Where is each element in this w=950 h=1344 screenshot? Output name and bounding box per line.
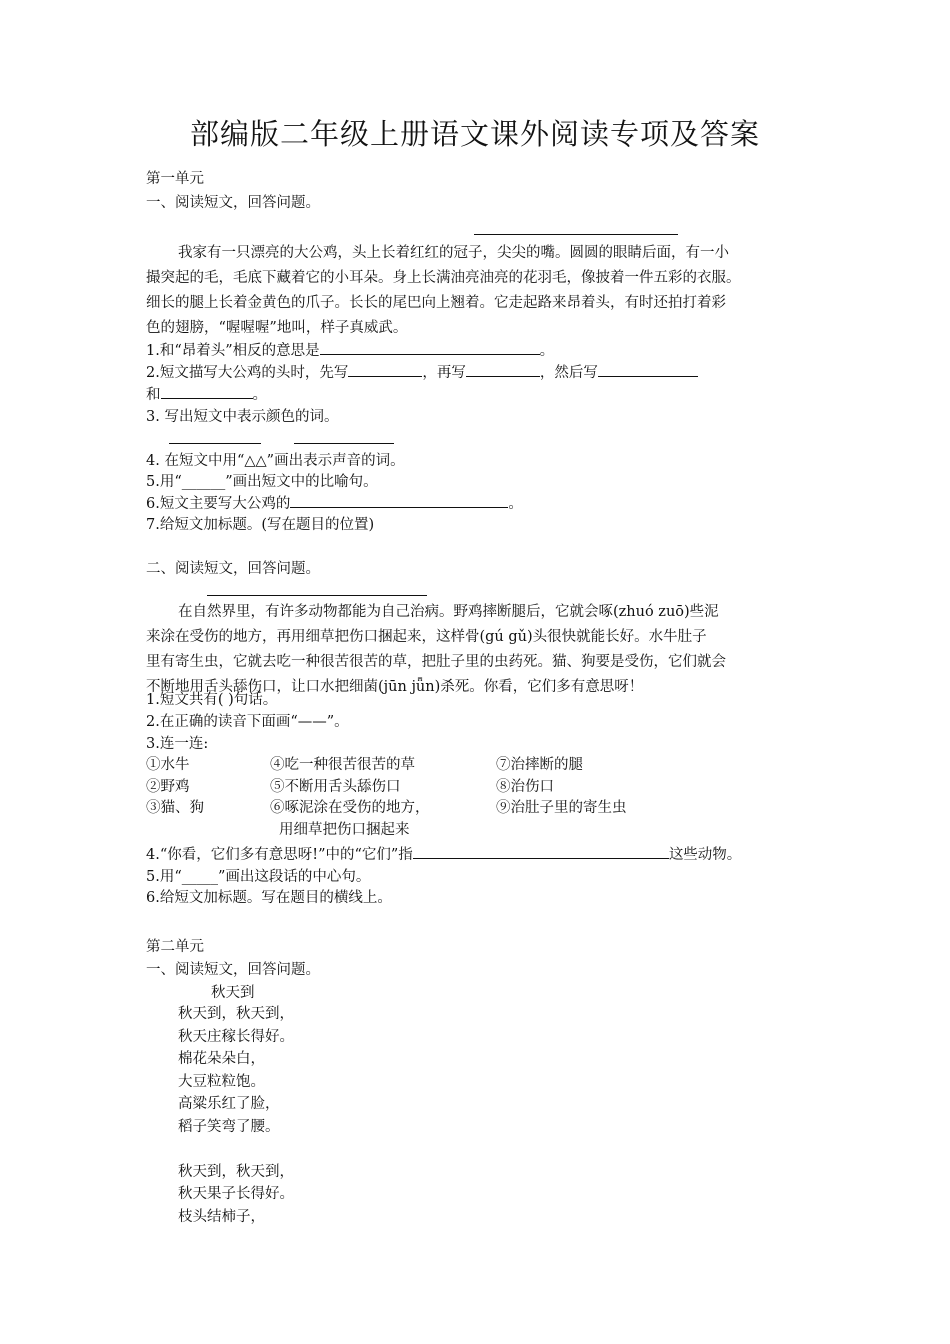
question-7: 7.给短文加标题。(写在题目的位置) [146,517,375,533]
question-text: 5.用“ [146,474,182,490]
match-item: ⑧治伤口 [496,779,554,795]
match-item: ⑦治摔断的腿 [496,757,583,773]
passage-1 [146,241,826,341]
title-blank-line[interactable] [474,234,678,235]
question-3: 3. 写出短文中表示颜色的词。 [146,409,339,425]
question-text: 。 [508,496,523,512]
passage-line: 在自然界里，有许多动物都能为自己治病。野鸡摔断腿后，它就会啄(zhuó zuō)些泥 [178,604,719,620]
section-instruction: 一、阅读短文，回答问题。 [146,962,320,978]
unit-heading: 第一单元 [146,171,204,187]
passage-line: 里有寄生虫，它就去吃一种很苦很苦的草，把肚子里的虫药死。猫、狗要是受伤，它们就会 [146,654,726,670]
poem-line: 大豆粒粒饱。 [178,1073,265,1090]
question-4: 4. 在短文中用“△△”画出表示声音的词。 [146,453,405,469]
passage-line: 细长的腿上长着金黄色的爪子。长长的尾巴向上翘着。它走起路来昂着头，有时还拍打着彩 [146,295,726,311]
question-text: 这些动物。 [668,847,742,863]
passage-line: 我家有一只漂亮的大公鸡，头上长着红红的冠子，尖尖的嘴。圆圆的眼睛后面，有一小 [178,245,729,261]
match-item: ⑤不断用舌头舔伤口 [270,779,401,795]
answer-blank[interactable] [598,362,698,377]
unit-heading: 第二单元 [146,939,204,955]
question-6 [146,493,523,515]
poem-line: 秋天到，秋天到， [178,1006,294,1022]
question-text: 和 [146,387,161,403]
poem-line: 棉花朵朵白， [178,1051,265,1067]
match-item: ⑨治肚子里的寄生虫 [496,800,627,816]
match-item: ③猫、狗 [146,800,204,816]
question-3: 3.连一连: [146,736,209,752]
question-4 [146,844,741,866]
question-2 [146,362,698,384]
poem-line: 高粱乐红了脸， [178,1096,280,1112]
answer-blank[interactable] [320,340,540,355]
poem-line: 枝头结柿子， [178,1208,265,1225]
match-item: ①水牛 [146,757,190,773]
question-text: ，然后写 [539,365,598,381]
underline-mark: ______ [181,474,226,490]
passage-line: 来涂在受伤的地方，再用细草把伤口捆起来，这样骨(gú gǔ)头很快就能长好。水牛肚子 [146,629,707,645]
answer-blank[interactable] [169,443,261,444]
title-blank-line[interactable] [207,595,427,596]
poem-title: 秋天到 [211,985,255,1001]
question-text: 1.和“昂着头”相反的意思是 [146,343,320,359]
document-title: 部编版二年级上册语文课外阅读专项及答案 [189,117,760,151]
question-text: 。 [539,343,555,359]
answer-blank[interactable] [290,493,508,508]
question-2: 2.在正确的读音下面画“——”。 [146,714,349,730]
question-text: 6.短文主要写大公鸡的 [146,496,291,512]
question-text: 2.短文描写大公鸡的头时，先写 [146,365,349,381]
question-1: 1.短文共有( )句话。 [146,692,278,708]
poem-line: 秋天到，秋天到， [178,1163,294,1180]
answer-blank[interactable] [466,362,540,377]
poem-line: 稻子笑弯了腰。 [178,1118,280,1135]
question-5 [146,866,370,888]
poem-line: 秋天庄稼长得好。 [178,1028,294,1045]
question-text: 4.“你看，它们多有意思呀!”中的“它们”指 [146,847,413,863]
section-instruction: 二、阅读短文，回答问题。 [146,561,320,577]
poem-stanza-gap [178,1138,294,1161]
question-text: ，再写 [422,365,466,381]
passage-line: 不断地用舌头舔伤口，让口水把细菌(jūn jǖn)杀死。你看，它们多有意思呀！ [146,679,644,695]
question-text: 。 [252,387,267,403]
match-item: ⑥啄泥涂在受伤的地方， [270,800,430,816]
underline-mark: _____ [181,869,218,885]
question-text: 5.用“ [146,869,182,885]
question-text: ”画出这段话的中心句。 [218,869,371,885]
passage-line: 色的翅膀，“喔喔喔”地叫，样子真威武。 [146,320,408,336]
answer-blank[interactable] [413,844,669,859]
question-1 [146,340,554,362]
section-instruction: 一、阅读短文，回答问题。 [146,195,320,211]
match-item: 用细草把伤口捆起来 [279,822,410,838]
passage-line: 撮突起的毛，毛底下藏着它的小耳朵。身上长满油亮油亮的花羽毛，像披着一件五彩的衣服。 [146,270,741,286]
match-item: ④吃一种很苦很苦的草 [270,757,415,773]
question-2-cont [146,384,267,406]
answer-blank[interactable] [161,384,253,399]
poem-line: 秋天果子长得好。 [178,1186,294,1202]
passage-2 [146,600,826,700]
match-item: ②野鸡 [146,779,190,795]
poem [178,1003,294,1228]
question-5 [146,471,378,493]
question-text: ”画出短文中的比喻句。 [225,474,378,490]
answer-blank[interactable] [348,362,422,377]
question-6: 6.给短文加标题。写在题目的横线上。 [146,890,392,906]
answer-blank[interactable] [294,443,394,444]
